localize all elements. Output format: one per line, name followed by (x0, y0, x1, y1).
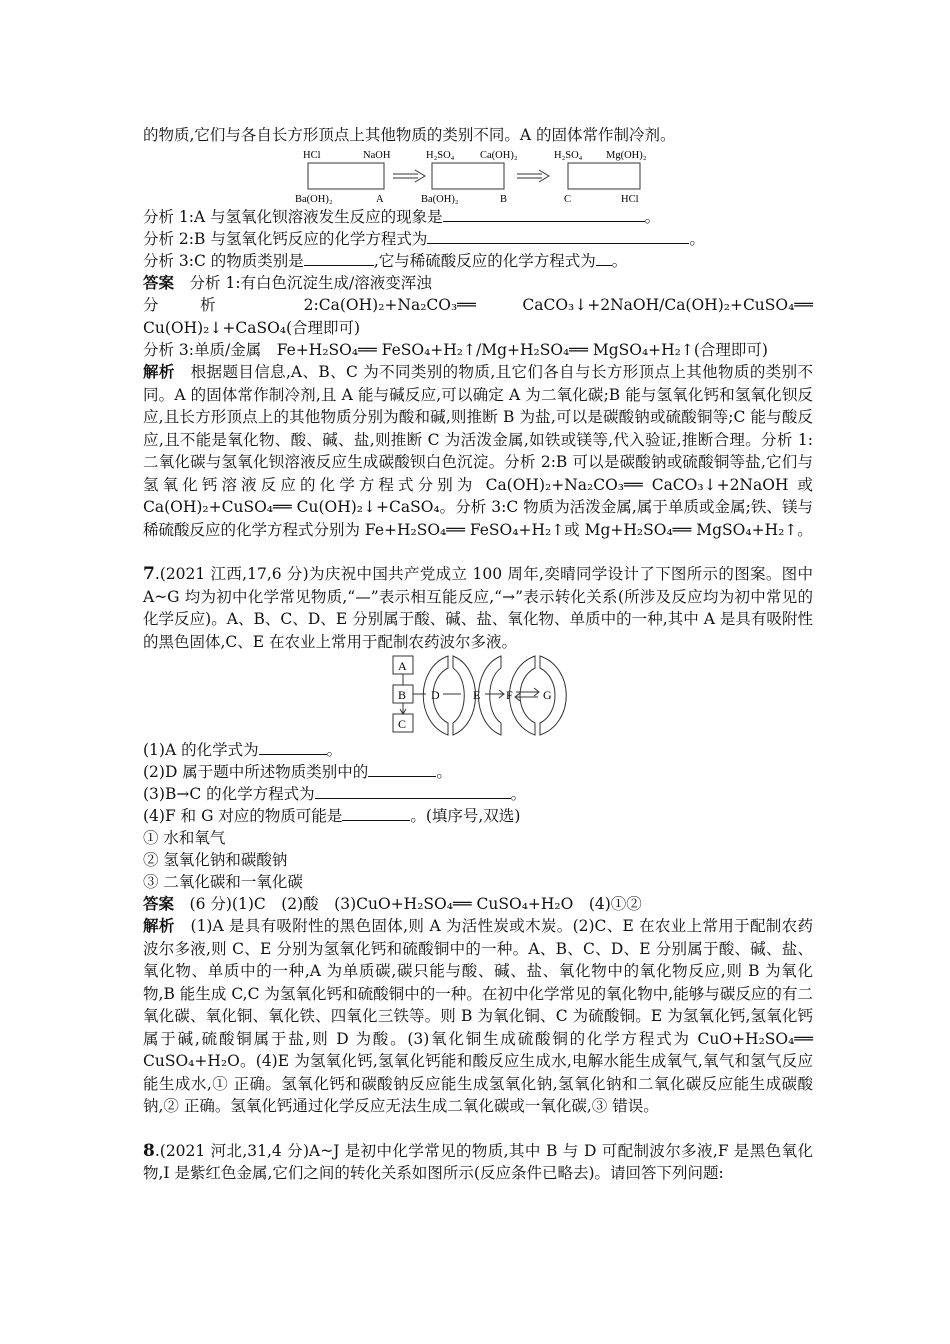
node-c: C (398, 717, 407, 731)
box-1 (308, 163, 384, 189)
q6-analysis-1 (143, 206, 813, 228)
answer-label: 答案 (143, 273, 175, 292)
double-arrow-1 (393, 170, 425, 182)
q7-stem-text: .(2021 江西,17,6 分)为庆祝中国共产党成立 100 周年,奕晴同学设计了下图所示的图案。图中 A~G 均为初中化学常见物质,“—”表示相互能反应,“→”表示转化关系(所涉及反应均为初中常见的化学反应)。A、B、C、D、E 分别属于酸、碱、盐、氧化物、单质中的一种,其中 A 是具有吸附性的黑色固体,C、E 在农业上常用于配制农药波尔多液。 (143, 565, 813, 651)
node-g: G (543, 688, 552, 702)
answer-blank[interactable] (304, 250, 374, 266)
box2-top-right: Ca(OH)₂ (480, 150, 518, 161)
ring-right-inner (479, 656, 502, 735)
question-number: 7 (143, 564, 155, 584)
box-3 (568, 163, 640, 189)
q6-analysis-2 (143, 228, 813, 250)
q7-sub-2-end: 。 (436, 763, 452, 781)
q7-sub-1-end: 。 (326, 741, 343, 759)
answer-blank[interactable] (596, 250, 612, 266)
q6-answer-3: 分析 3:单质/金属 Fe+H₂SO₄══ FeSO₄+H₂↑/Mg+H₂SO₄══ MgSO₄+H₂↑(合理即可) (143, 341, 768, 359)
q7-emblem-figure (143, 653, 813, 739)
document-page (143, 124, 813, 1185)
arrow-e-f (485, 690, 504, 698)
box1-bottom-left: Ba(OH)₂ (295, 194, 333, 205)
answer-blank[interactable] (315, 783, 511, 799)
q7-sub-3 (143, 783, 813, 805)
answer-blank[interactable] (368, 761, 436, 777)
q8-stem (143, 1140, 813, 1185)
double-arrow-2 (517, 170, 549, 182)
arrow-f-g (515, 688, 539, 701)
q8-stem-text: .(2021 河北,31,4 分)A~J 是初中化学常见的物质,其中 B 与 D 可配制波尔多液,F 是黑色氧化物,I 是紫红色金属,它们之间的转化关系如图所示(反应条件已略去)。请回答下列问题: (143, 1141, 813, 1182)
q6-rectangle-figure (143, 146, 813, 206)
q7-option-2: ② 氢氧化钠和碳酸钠 (143, 851, 288, 869)
q7-stem (143, 563, 813, 653)
box3-bottom-right: HCl (621, 194, 639, 205)
q7-answer-text: (6 分)(1)C (2)酸 (3)CuO+H₂SO₄══ CuSO₄+H₂O (4)①② (189, 895, 642, 913)
arrow-b-c (400, 703, 406, 714)
q7-option-1: ① 水和氧气 (143, 829, 226, 847)
q7-sub-4-text: (4)F 和 G 对应的物质可能是 (143, 807, 343, 825)
q7-sub-1 (143, 739, 813, 761)
q7-sub-3-end: 。 (510, 785, 527, 803)
q6-analysis-2-text: 分析 2:B 与氢氧化钙反应的化学方程式为 (143, 230, 428, 248)
q7-figure-svg (143, 653, 813, 739)
node-b: B (398, 688, 407, 702)
node-a: A (398, 659, 407, 673)
ring-right-left (510, 656, 536, 735)
q7-sub-2-text: (2)D 属于题中所述物质类别中的 (143, 763, 369, 781)
box2-bottom-right: B (500, 194, 508, 205)
answer-blank[interactable] (427, 228, 689, 244)
q6-analysis-2-end: 。 (689, 230, 705, 248)
q7-sub-4 (143, 805, 813, 827)
q6-analysis-3 (143, 250, 813, 272)
q7-sub-4-end: 。(填序号,双选) (410, 807, 521, 825)
box3-bottom-left: C (564, 194, 572, 205)
q6-analysis-1-end: 。 (644, 208, 661, 226)
q7-explanation-text: (1)A 是具有吸附性的黑色固体,则 A 为活性炭或木炭。(2)C、E 在农业上常用于配制农药波尔多液,则 C、E 分别为氢氧化钙和硫酸铜中的一种。A、B、C、D、E 分别属于酸、碱、盐、氧化物、单质中的一种,A 为单质碳,碳只能与酸、碱、盐、氧化物中的氧化物反应,则 B 为氧化物,B 能生成 C,C 为氢氧化钙和硫酸铜中的一种。在初中化学常见的氧化物中,能够与碳反应的有二氧化碳、氧化铜、氧化铁、四氧化三铁等。则 B 为氧化铜、C 为硫酸铜。E 为氢氧化钙,氢氧化钙属于碱,硫酸铜属于盐,则 D 为酸。(3)氧化铜生成硫酸铜的化学方程式为 CuO+H₂SO₄══ CuSO₄+H₂O。(4)E 为氢氧化钙,氢氧化钙能和酸反应生成水,电解水能生成氧气,氧气和氢气反应能生成水,① 正确。氢氧化钙和碳酸钠反应能生成氢氧化钠,氢氧化钠和二氧化碳反应能生成碳酸钠,② 正确。氢氧化钙通过化学反应无法生成二氧化碳或一氧化碳,③ 错误。 (143, 917, 813, 1115)
q6-analysis-3-text-a: 分析 3:C 的物质类别是 (143, 252, 304, 270)
answer-label: 答案 (143, 894, 175, 913)
q7-sub-1-text: (1)A 的化学式为 (143, 741, 259, 759)
box1-top-right: NaOH (363, 150, 391, 161)
box3-top-right: Mg(OH)₂ (606, 150, 647, 161)
q7-sub-3-text: (3)B→C 的化学方程式为 (143, 785, 315, 803)
explanation-label: 解析 (143, 362, 175, 381)
node-d: D (431, 688, 440, 702)
node-f: F (506, 688, 513, 702)
q7-option-3: ③ 二氧化碳和一氧化碳 (143, 873, 303, 891)
q6-explanation-text: 根据题目信息,A、B、C 为不同类别的物质,且它们各自与长方形顶点上其他物质的类别不同。A 的固体常作制冷剂,且 A 能与碱反应,可以确定 A 为二氧化碳;B 能与氢氧化钙和氢氧化钡反应,且长方形顶点上的其他物质分别为酸和碱,则推断 B 为盐,可以是碳酸钠或硫酸铜等;C 能与酸反应,且不能是氧化物、酸、碱、盐,则推断 C 为活泼金属,如铁或镁等,代入验证,推断合理。分析 1:二氧化碳与氢氧化钡溶液反应生成碳酸钡白色沉淀。分析 2:B 可以是碳酸钠或硫酸铜等盐,它们与氢氧化钙溶液反应的化学方程式分别为 Ca(OH)₂+Na₂CO₃══ CaCO₃↓+2NaOH 或 Ca(OH)₂+CuSO₄══ Cu(OH)₂↓+CaSO₄。分析 3:C 物质为活泼金属,属于单质或金属;铁、镁与稀硫酸反应的化学方程式分别为 Fe+H₂SO₄══ FeSO₄+H₂↑或 Mg+H₂SO₄══ MgSO₄+H₂↑。 (143, 363, 813, 539)
q6-analysis-1-text: 分析 1:A 与氢氧化钡溶液发生反应的现象是 (143, 208, 443, 226)
q6-answer-1: 分析 1:有白色沉淀生成/溶液变浑浊 (189, 274, 432, 292)
q7-explanation (143, 915, 813, 1118)
q6-answer (143, 272, 813, 294)
q6-analysis-3-text-b: ,它与稀硫酸反应的化学方程式为 (373, 252, 596, 270)
explanation-label: 解析 (143, 916, 175, 935)
q6-explanation (143, 361, 813, 541)
node-e: E (473, 688, 481, 702)
question-number: 8 (143, 1140, 155, 1161)
answer-blank[interactable] (443, 206, 645, 222)
q6-analysis-3-end: 。 (611, 252, 628, 270)
box3-top-left: H₂SO₄ (554, 150, 583, 161)
box2-top-left: H₂SO₄ (426, 150, 455, 161)
box1-bottom-right: A (376, 194, 384, 205)
box1-top-left: HCl (303, 150, 321, 161)
box-2 (432, 163, 504, 189)
q7-answer (143, 893, 813, 915)
box2-bottom-left: Ba(OH)₂ (421, 194, 459, 205)
answer-blank[interactable] (342, 805, 410, 821)
q7-sub-2 (143, 761, 813, 783)
q6-intro: 的物质,它们与各自长方形顶点上其他物质的类别不同。A 的固体常作制冷剂。 (143, 126, 676, 144)
q6-figure-svg (143, 146, 813, 206)
q6-answer-2: 分析 2:Ca(OH)₂+Na₂CO₃══ CaCO₃↓+2NaOH/Ca(OH)₂+CuSO₄══ Cu(OH)₂↓+CaSO₄(合理即可) (143, 296, 813, 337)
answer-blank[interactable] (259, 739, 327, 755)
